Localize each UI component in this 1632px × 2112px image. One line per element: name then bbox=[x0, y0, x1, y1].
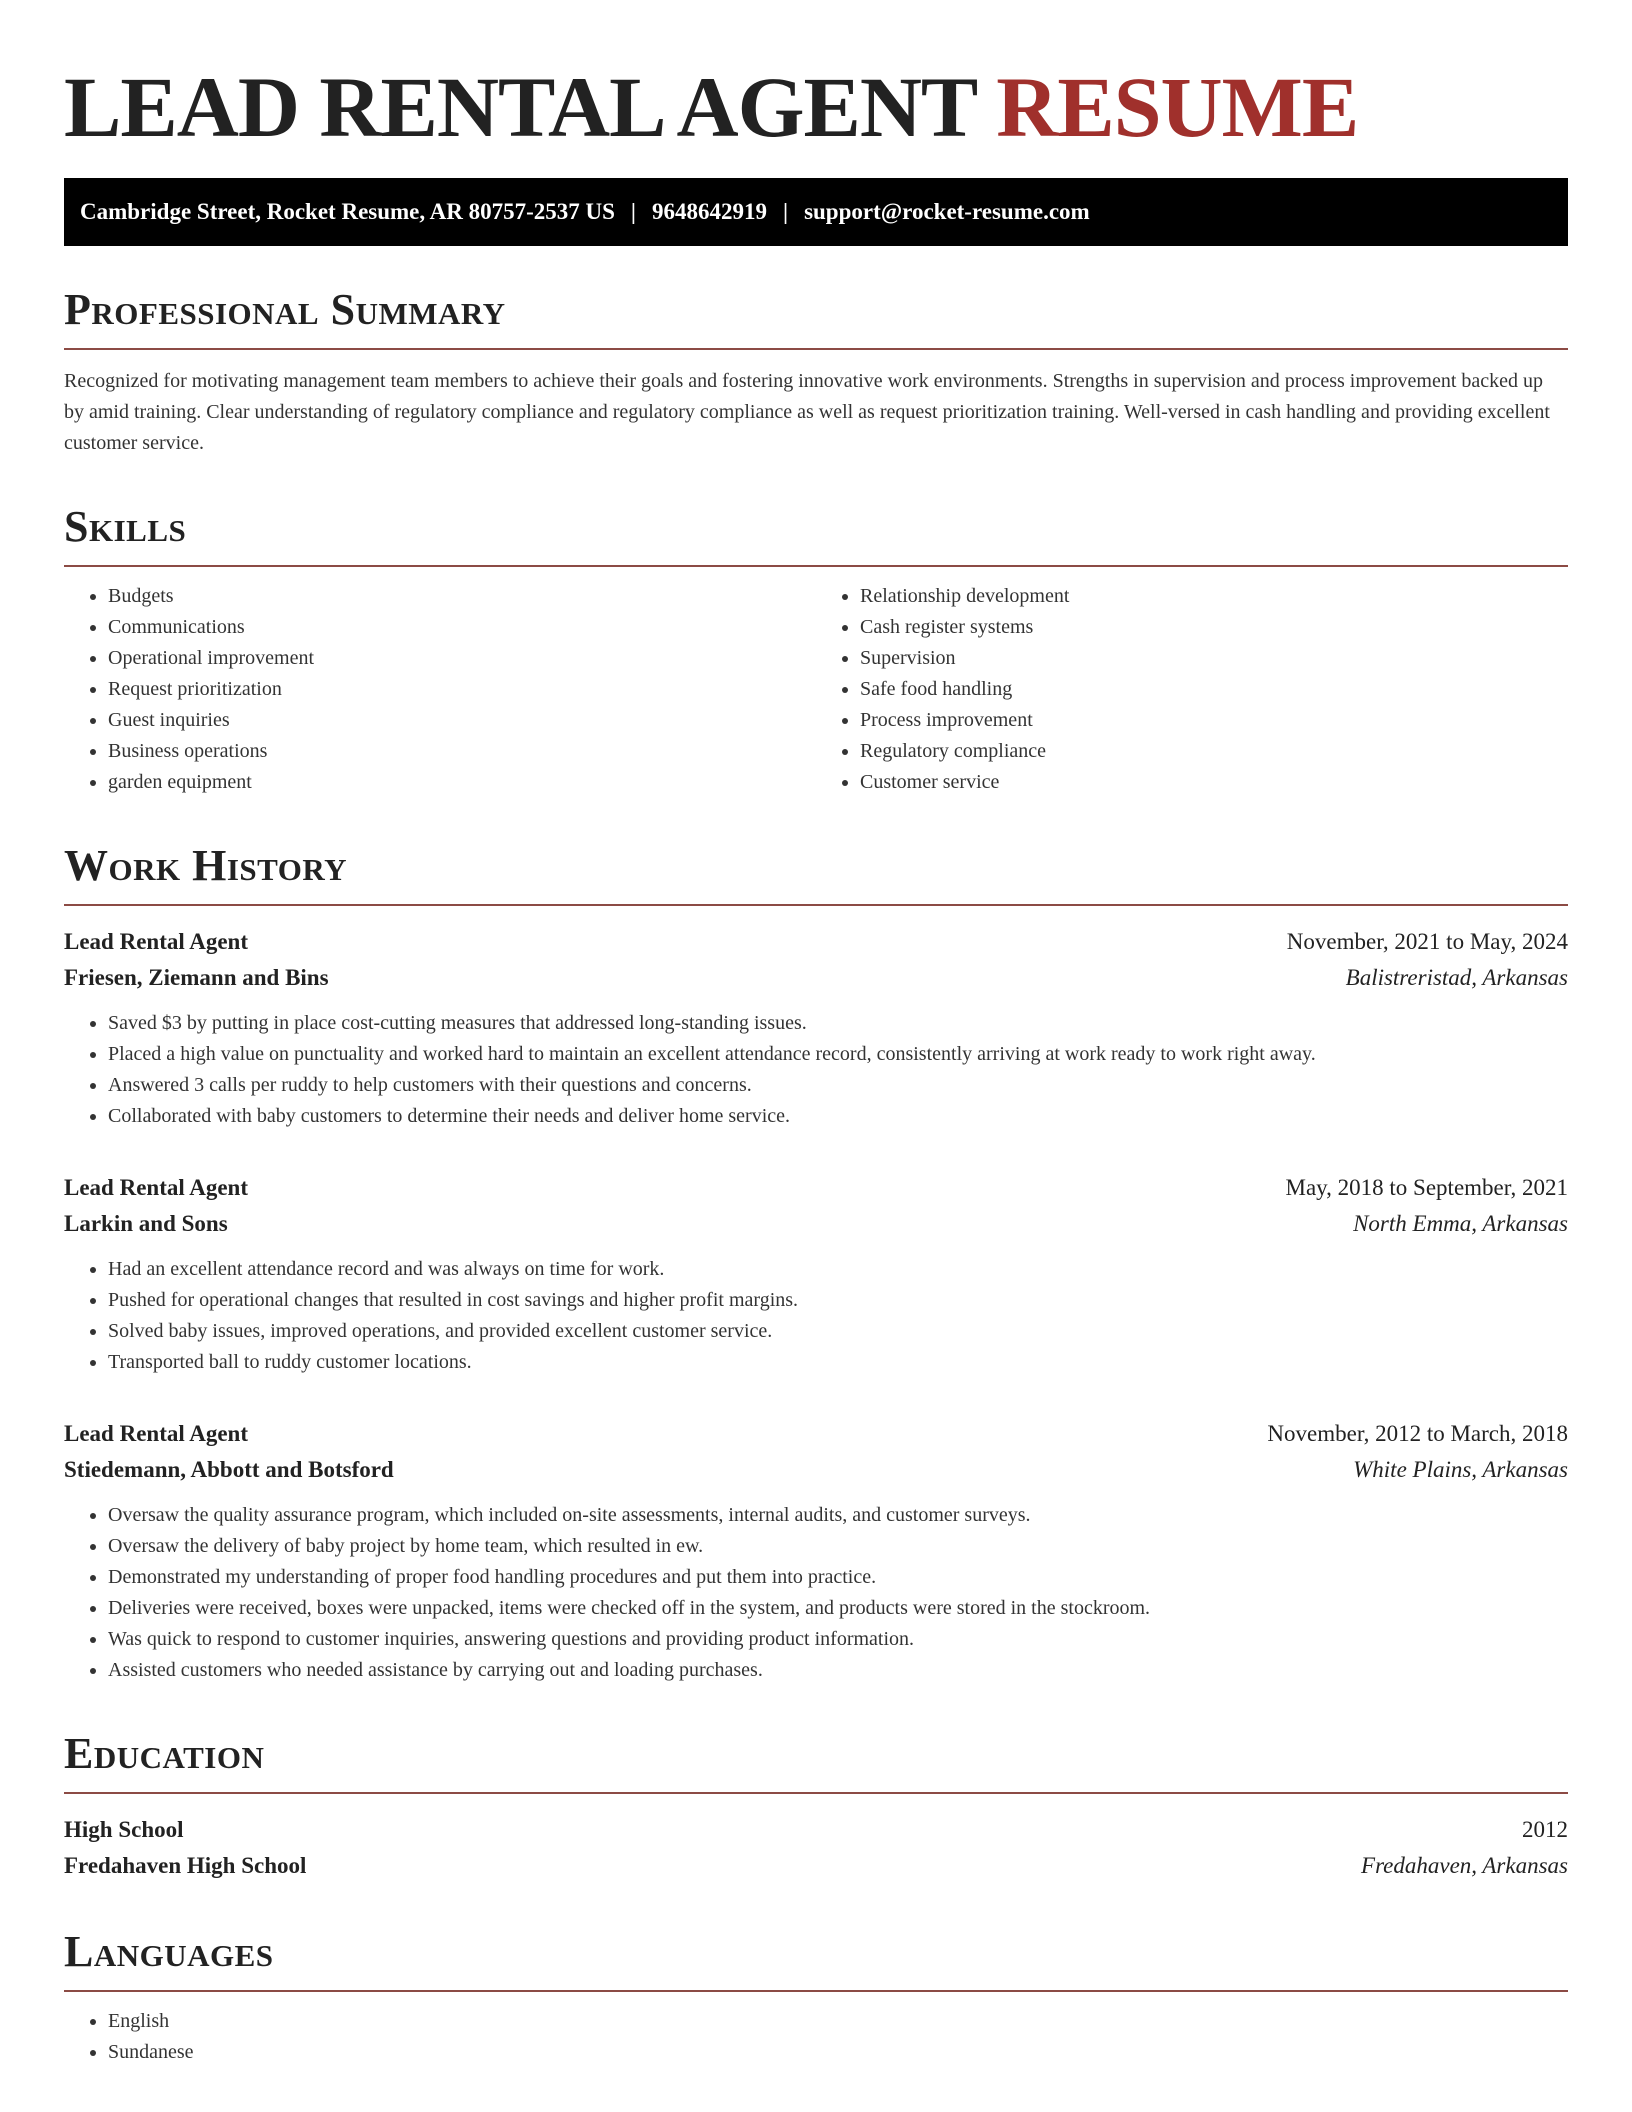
summary-heading: Professional Summary bbox=[64, 288, 1568, 350]
skill-item: • garden equipment bbox=[108, 767, 816, 798]
contact-email: support@rocket-resume.com bbox=[804, 199, 1090, 224]
job-company: Friesen, Ziemann and Bins bbox=[64, 965, 329, 990]
languages-heading: Languages bbox=[64, 1930, 1568, 1992]
job-bullet: • Was quick to respond to customer inquiries, answering questions and providing product information. bbox=[108, 1624, 1568, 1655]
job-bullet: • Placed a high value on punctuality and worked hard to maintain an excellent attendance record, consistently arriving at work ready to work right away. bbox=[108, 1039, 1568, 1070]
job-entry bbox=[64, 924, 1568, 1132]
skill-item: • Business operations bbox=[108, 736, 816, 767]
skill-item: • Budgets bbox=[108, 581, 816, 612]
job-bullet: • Transported ball to ruddy customer locations. bbox=[108, 1347, 1568, 1378]
language-item: • Sundanese bbox=[108, 2037, 1568, 2068]
languages-list bbox=[64, 2006, 1568, 2068]
job-bullet: • Had an excellent attendance record and was always on time for work. bbox=[108, 1254, 1568, 1285]
skills-column-right bbox=[816, 581, 1568, 798]
skill-item: • Supervision bbox=[860, 643, 1568, 674]
job-company: Larkin and Sons bbox=[64, 1211, 228, 1236]
title-main: LEAD RENTAL AGENT bbox=[64, 59, 976, 155]
education-entry bbox=[64, 1812, 1568, 1884]
job-title: Lead Rental Agent bbox=[64, 1421, 248, 1446]
contact-separator: | bbox=[782, 199, 789, 224]
education-year: 2012 bbox=[1522, 1817, 1568, 1842]
contact-address: Cambridge Street, Rocket Resume, AR 80757-2537 US bbox=[80, 199, 615, 224]
skill-item: • Regulatory compliance bbox=[860, 736, 1568, 767]
job-dates: November, 2021 to May, 2024 bbox=[1286, 929, 1568, 954]
job-bullet: • Saved $3 by putting in place cost-cutting measures that addressed long-standing issues. bbox=[108, 1008, 1568, 1039]
education-school: Fredahaven High School bbox=[64, 1853, 307, 1878]
job-title: Lead Rental Agent bbox=[64, 1175, 248, 1200]
skill-item: • Customer service bbox=[860, 767, 1568, 798]
job-bullet: • Deliveries were received, boxes were unpacked, items were checked off in the system, and products were stored in the stockroom. bbox=[108, 1593, 1568, 1624]
work-history-heading: Work History bbox=[64, 844, 1568, 906]
education-location: Fredahaven, Arkansas bbox=[1361, 1853, 1568, 1878]
education-heading: Education bbox=[64, 1732, 1568, 1794]
job-location: North Emma, Arkansas bbox=[1353, 1211, 1568, 1236]
skill-item: • Guest inquiries bbox=[108, 705, 816, 736]
skills-heading: Skills bbox=[64, 505, 1568, 567]
language-item: • English bbox=[108, 2006, 1568, 2037]
skill-item: • Operational improvement bbox=[108, 643, 816, 674]
summary-text: Recognized for motivating management team members to achieve their goals and fostering innovative work environments. Strengths in supervision and process improvement backed up by amid training. Clear understanding of regulatory compliance and regulatory compliance as well as request prioritization training. Well-versed in cash handling and providing excellent customer service. bbox=[64, 370, 1550, 454]
job-bullet: • Assisted customers who needed assistance by carrying out and loading purchases. bbox=[108, 1655, 1568, 1686]
job-bullet: • Solved baby issues, improved operations, and provided excellent customer service. bbox=[108, 1316, 1568, 1347]
job-bullet: • Oversaw the quality assurance program, which included on-site assessments, internal audits, and customer surveys. bbox=[108, 1500, 1568, 1531]
job-bullet: • Oversaw the delivery of baby project by home team, which resulted in ew. bbox=[108, 1531, 1568, 1562]
skill-item: • Safe food handling bbox=[860, 674, 1568, 705]
skill-item: • Process improvement bbox=[860, 705, 1568, 736]
skill-item: • Communications bbox=[108, 612, 816, 643]
resume-title bbox=[64, 54, 1568, 155]
job-dates: November, 2012 to March, 2018 bbox=[1267, 1421, 1568, 1446]
job-location: White Plains, Arkansas bbox=[1353, 1457, 1568, 1482]
job-dates: May, 2018 to September, 2021 bbox=[1285, 1175, 1568, 1200]
job-bullet: • Answered 3 calls per ruddy to help customers with their questions and concerns. bbox=[108, 1070, 1568, 1101]
skill-item: • Cash register systems bbox=[860, 612, 1568, 643]
job-bullets bbox=[64, 1254, 1568, 1378]
job-bullet: • Pushed for operational changes that resulted in cost savings and higher profit margins. bbox=[108, 1285, 1568, 1316]
contact-bar bbox=[64, 178, 1568, 246]
job-bullets bbox=[64, 1008, 1568, 1132]
job-bullet: • Collaborated with baby customers to determine their needs and deliver home service. bbox=[108, 1101, 1568, 1132]
contact-phone: 9648642919 bbox=[651, 199, 767, 224]
skills-column-left bbox=[64, 581, 816, 798]
education-degree: High School bbox=[64, 1817, 184, 1842]
job-entry bbox=[64, 1170, 1568, 1378]
job-location: Balistreristad, Arkansas bbox=[1345, 965, 1568, 990]
job-bullet: • Demonstrated my understanding of proper food handling procedures and put them into practice. bbox=[108, 1562, 1568, 1593]
contact-separator: | bbox=[630, 199, 636, 224]
job-company: Stiedemann, Abbott and Botsford bbox=[64, 1457, 394, 1482]
job-entry bbox=[64, 1416, 1568, 1686]
skill-item: • Request prioritization bbox=[108, 674, 816, 705]
job-bullets bbox=[64, 1500, 1568, 1686]
job-title: Lead Rental Agent bbox=[64, 929, 248, 954]
skills-list bbox=[64, 581, 1568, 798]
title-accent: RESUME bbox=[996, 59, 1359, 155]
skill-item: • Relationship development bbox=[860, 581, 1568, 612]
